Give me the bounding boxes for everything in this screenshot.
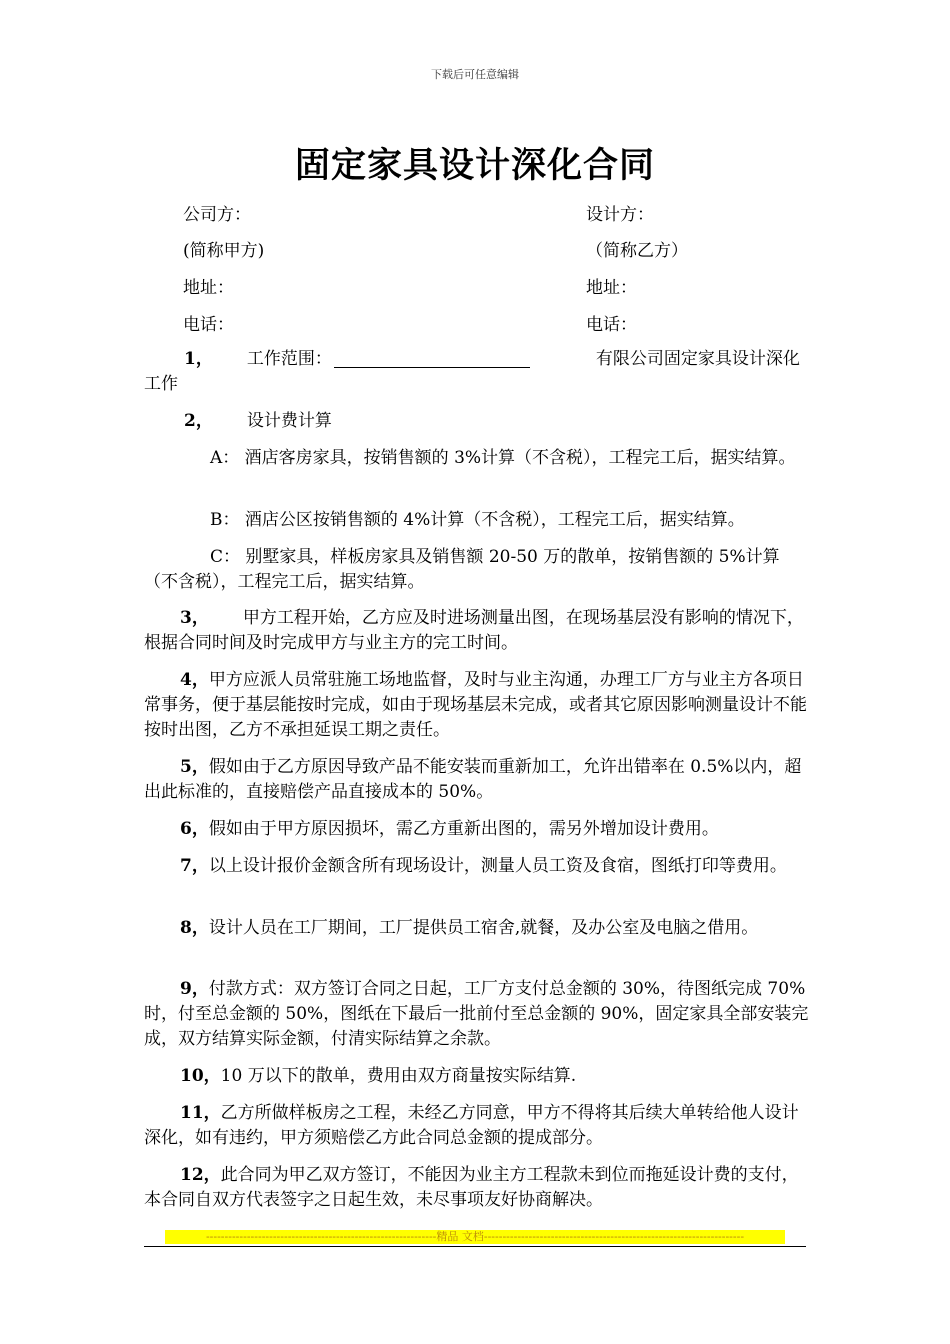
company-phone-label: 电话： — [183, 315, 234, 335]
clause-2c: C： 别墅家具，样板房家具及销售额 20-50 万的散单，按销售额的 5%计算（不含税），工程完工后，据实结算。 — [144, 547, 780, 592]
clause-12-text: 此合同为甲乙双方签订，不能因为业主方工程款未到位而拖延设计费的支付，本合同自双方代表签字之日起生效，未尽事项友好协商解决。 — [144, 1165, 799, 1210]
clause-10-text: 10 万以下的散单，费用由双方商量按实际结算. — [220, 1066, 577, 1086]
clause-9-text: 付款方式：双方签订合同之日起，工厂方支付总金额的 30%，待图纸完成 70%时，付至总金额的 50%，图纸在下最后一批前付至总金额的 90%，固定家具全部安装完成，双方结算实际金额，付清实际结算之余款。 — [144, 979, 809, 1049]
clause-7 — [144, 854, 809, 879]
clause-number: 4， — [180, 670, 209, 690]
clause-9 — [144, 977, 809, 1052]
clause-8-text: 设计人员在工厂期间，工厂提供员工宿舍,就餐，及办公室及电脑之借用。 — [208, 918, 759, 938]
clause-number: 9， — [180, 979, 209, 999]
clause-5-text: 假如由于乙方原因导致产品不能安装而重新加工，允许出错率在 0.5%以内，超出此标准的，直接赔偿产品直接成本的 50%。 — [144, 757, 802, 802]
document-title: 固定家具设计深化合同 — [294, 146, 655, 186]
clause-1-label: 工作范围： — [246, 349, 332, 369]
designer-label: 设计方： — [586, 205, 654, 225]
clause-4 — [144, 668, 809, 743]
clause-11-text: 乙方所做样板房之工程，未经乙方同意，甲方不得将其后续大单转给他人设计深化，如有违约，甲方须赔偿乙方此合同总金额的提成部分。 — [144, 1103, 799, 1148]
scope-blank-line — [334, 347, 530, 368]
clause-2b: B： 酒店公区按销售额的 4%计算（不含税），工程完工后，据实结算。 — [210, 510, 745, 530]
clause-1-rest: 有限公司固定家具设计深化 — [595, 349, 800, 369]
company-address-label: 地址： — [183, 278, 234, 298]
clause-10 — [144, 1064, 809, 1089]
footer-divider — [144, 1246, 806, 1247]
designer-address-label: 地址： — [586, 278, 637, 298]
clause-6 — [144, 817, 809, 842]
clause-number: 6， — [180, 819, 209, 839]
clause-number: 11， — [180, 1103, 221, 1123]
clause-8 — [144, 916, 809, 941]
company-label: 公司方： — [183, 205, 251, 225]
clause-number: 10， — [180, 1066, 221, 1086]
clause-6-text: 假如由于甲方原因损坏，需乙方重新出图的，需另外增加设计费用。 — [208, 819, 719, 839]
clause-1-line2: 工作 — [144, 374, 178, 394]
clause-11 — [144, 1101, 809, 1151]
clause-1 — [144, 347, 809, 397]
clause-7-text: 以上设计报价金额含所有现场设计，测量人员工资及食宿，图纸打印等费用。 — [208, 856, 787, 876]
clause-number: 2， — [184, 411, 213, 431]
clause-3 — [144, 606, 809, 656]
clause-2 — [144, 409, 809, 434]
clause-number: 5， — [180, 757, 209, 777]
clause-3-text: 甲方工程开始，乙方应及时进场测量出图，在现场基层没有影响的情况下，根据合同时间及时完成甲方与业主方的完工时间。 — [144, 608, 804, 653]
clause-number: 1， — [184, 349, 213, 369]
clause-2-label: 设计费计算 — [246, 411, 332, 431]
company-abbr: (简称甲方) — [183, 241, 265, 261]
designer-abbr: （简称乙方） — [586, 241, 688, 261]
clause-5 — [144, 755, 809, 805]
footer-banner: --------------------------------------------------------------精品 文档---------------------------------------------------------------------- — [165, 1230, 785, 1244]
clause-number: 7， — [180, 856, 209, 876]
clause-4-text: 甲方应派人员常驻施工场地监督，及时与业主沟通，办理工厂方与业主方各项日常事务，便于基层能按时完成，如由于现场基层未完成，或者其它原因影响测量设计不能按时出图，乙方不承担延误工期之责任。 — [144, 670, 807, 740]
clause-number: 8， — [180, 918, 209, 938]
clause-number: 3， — [180, 608, 209, 628]
clause-12 — [144, 1163, 809, 1213]
clause-2a: A： 酒店客房家具，按销售额的 3%计算（不含税），工程完工后，据实结算。 — [210, 448, 796, 468]
clause-number: 12， — [180, 1165, 221, 1185]
designer-phone-label: 电话： — [586, 315, 637, 335]
header-note: 下载后可任意编辑 — [431, 68, 519, 81]
